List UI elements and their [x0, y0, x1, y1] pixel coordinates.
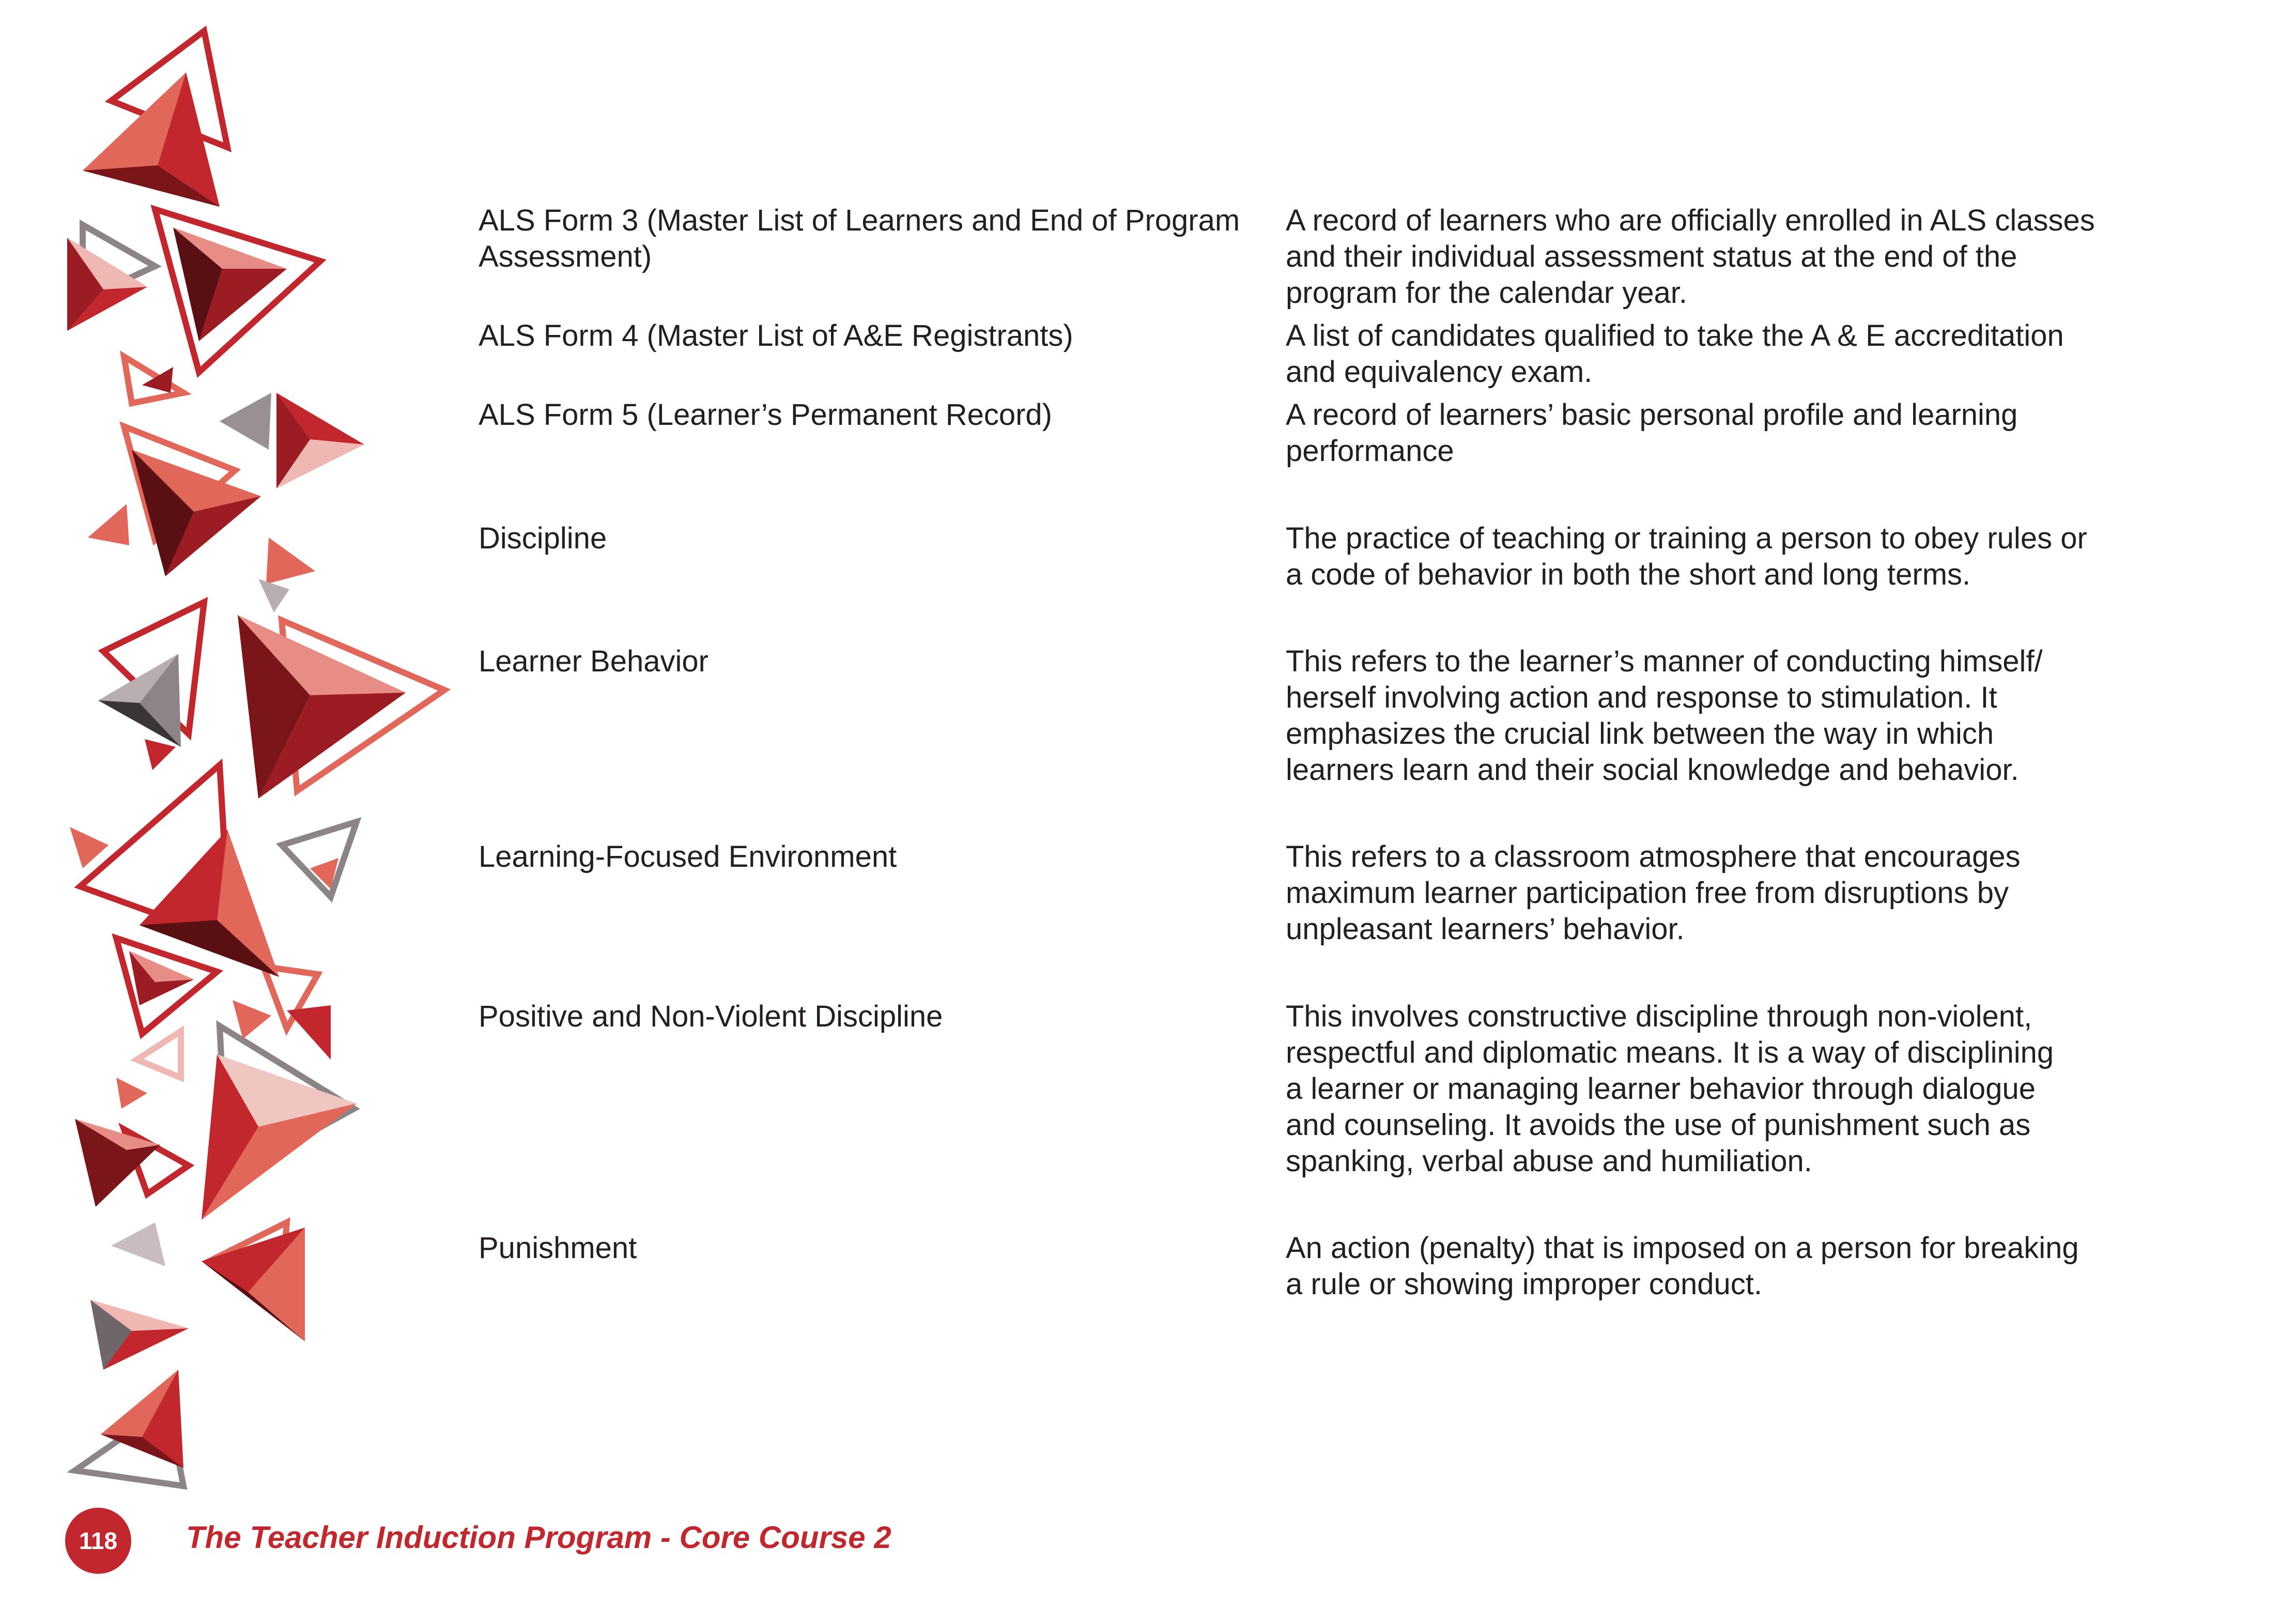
- page-number-badge: [65, 1508, 131, 1574]
- page-number: 118: [79, 1527, 118, 1554]
- glossary-definition: This refers to the learner’s manner of conducting himself/ herself involving action and response to stimulation. It emphasizes the crucial link between the way in which learners learn and their social knowledge and behavior.: [1286, 645, 2043, 787]
- glossary-definition: A record of learners’ basic personal profile and learning performance: [1286, 398, 2018, 468]
- glossary-term: Punishment: [479, 1231, 637, 1265]
- glossary-term: Positive and Non-Violent Discipline: [479, 1000, 943, 1033]
- glossary-term: Discipline: [479, 522, 607, 555]
- glossary-definition: The practice of teaching or training a person to obey rules or a code of behavior in both the short and long terms.: [1286, 522, 2087, 591]
- glossary-definition: This refers to a classroom atmosphere that encourages maximum learner participation free from disruptions by unpleasant learners’ behavior.: [1286, 840, 2021, 946]
- glossary-term: ALS Form 5 (Learner’s Permanent Record): [479, 398, 1052, 432]
- footer-title: The Teacher Induction Program - Core Course 2: [186, 1520, 891, 1555]
- glossary-term: Learner Behavior: [479, 645, 708, 678]
- glossary-definition: An action (penalty) that is imposed on a person for breaking a rule or showing improper conduct.: [1286, 1231, 2079, 1301]
- glossary-term: ALS Form 3 (Master List of Learners and End of Program Assessment): [479, 204, 1240, 273]
- glossary-definition: A list of candidates qualified to take the A & E accreditation and equivalency exam.: [1286, 319, 2064, 389]
- glossary-term: Learning-Focused Environment: [479, 840, 897, 874]
- glossary-term: ALS Form 4 (Master List of A&E Registrants): [479, 319, 1073, 353]
- glossary-definition: A record of learners who are officially enrolled in ALS classes and their individual assessment status at the end of the program for the calendar year.: [1286, 204, 2095, 310]
- glossary-definition: This involves constructive discipline through non-violent, respectful and diplomatic means. It is a way of disciplining a learner or managing learner behavior through dialogue and counseling. It avoids the use of punishment such as spanking, verbal abuse and humiliation.: [1286, 1000, 2054, 1178]
